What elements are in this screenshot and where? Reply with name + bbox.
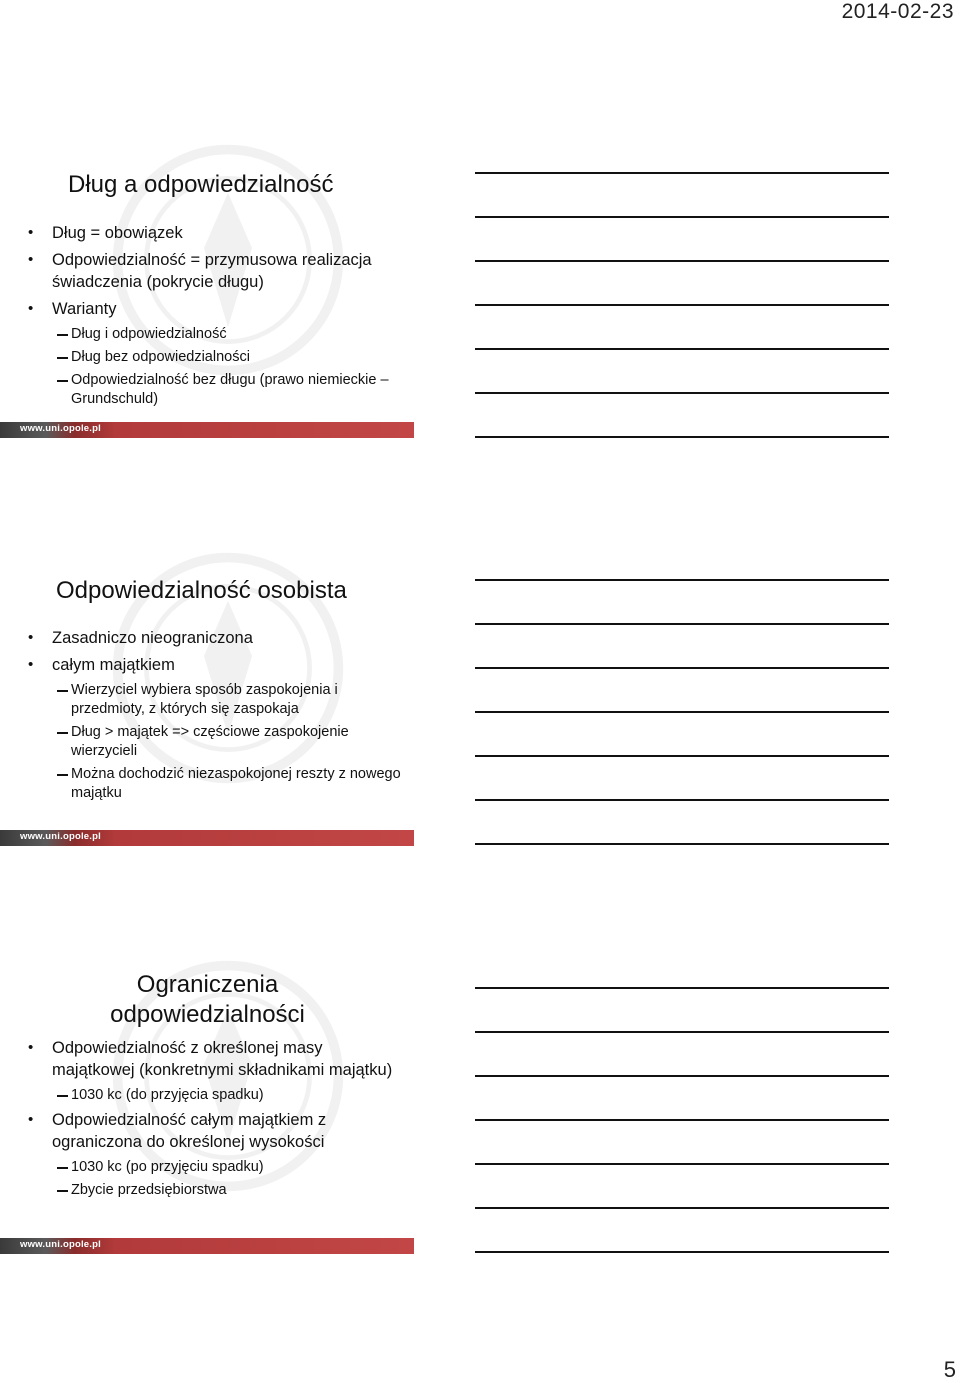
- subbullet-text: Zbycie przedsiębiorstwa: [71, 1182, 227, 1198]
- subbullet-text: Dług > majątek => częściowe zaspokojenie wierzycieli: [71, 724, 349, 759]
- note-line: [475, 260, 889, 262]
- dash-icon: [57, 1190, 68, 1192]
- subbullet-text: Można dochodzić niezaspokojonej reszty z nowego majątku: [71, 766, 401, 801]
- subbullet-item: [28, 1158, 404, 1177]
- subbullet-item: [28, 723, 404, 761]
- footer-url: www.uni.opole.pl: [20, 1239, 101, 1250]
- subbullet-text: Dług i odpowiedzialność: [71, 326, 227, 342]
- dash-icon: [57, 774, 68, 776]
- dash-icon: [57, 1095, 68, 1097]
- note-line: [475, 216, 889, 218]
- note-line: [475, 987, 889, 989]
- dash-icon: [57, 1167, 68, 1169]
- subbullet-item: [28, 1086, 404, 1105]
- page-number: 5: [943, 1357, 956, 1382]
- dash-icon: [57, 357, 68, 359]
- bullet-item: • Dług = obowiązek: [28, 222, 404, 244]
- slide-2: [0, 518, 414, 846]
- bullet-item: • Odpowiedzialność całym majątkiem z ograniczona do określonej wysokości: [28, 1109, 404, 1153]
- note-line: [475, 843, 889, 845]
- note-line: [475, 1163, 889, 1165]
- note-line: [475, 667, 889, 669]
- footer-bar: [0, 1238, 414, 1254]
- note-line: [475, 172, 889, 174]
- note-line: [475, 304, 889, 306]
- subbullet-text: Dług bez odpowiedzialności: [71, 349, 250, 365]
- subbullet-text: 1030 kc (do przyjęcia spadku): [71, 1087, 264, 1103]
- slide-title: Ograniczenia odpowiedzialności: [110, 971, 305, 1028]
- note-line: [475, 392, 889, 394]
- subbullet-text: Wierzyciel wybiera sposób zaspokojenia i przedmioty, z których się zaspokaja: [71, 682, 338, 717]
- bullet-item: • całym majątkiem: [28, 654, 404, 676]
- slide-body: [28, 222, 404, 413]
- subbullet-text: 1030 kc (po przyjęciu spadku): [71, 1159, 264, 1175]
- subbullet-item: [28, 1181, 404, 1200]
- note-line: [475, 711, 889, 713]
- dash-icon: [57, 690, 68, 692]
- subbullet-item: [28, 765, 404, 803]
- note-line: [475, 1031, 889, 1033]
- slide-title: Odpowiedzialność osobista: [56, 577, 347, 604]
- slide-1: [0, 110, 414, 438]
- note-line: [475, 755, 889, 757]
- note-line: [475, 579, 889, 581]
- note-line: [475, 1119, 889, 1121]
- footer-url: www.uni.opole.pl: [20, 423, 101, 434]
- subbullet-item: [28, 325, 404, 344]
- header-date: 2014-02-23: [841, 0, 954, 23]
- note-line: [475, 799, 889, 801]
- subbullet-item: [28, 681, 404, 719]
- subbullet-item: [28, 348, 404, 367]
- note-line: [475, 1207, 889, 1209]
- slide-3: [0, 926, 414, 1254]
- slide-title: Dług a odpowiedzialność: [68, 171, 334, 198]
- bullet-item: • Odpowiedzialność = przymusowa realizacja świadczenia (pokrycie długu): [28, 249, 404, 293]
- bullet-item: • Warianty: [28, 298, 404, 320]
- dash-icon: [57, 732, 68, 734]
- bullet-item: • Zasadniczo nieograniczona: [28, 627, 404, 649]
- note-line: [475, 623, 889, 625]
- note-line: [475, 1075, 889, 1077]
- note-line: [475, 348, 889, 350]
- subbullet-item: [28, 371, 404, 409]
- slide-body: [28, 627, 404, 807]
- note-line: [475, 1251, 889, 1253]
- footer-url: www.uni.opole.pl: [20, 831, 101, 842]
- footer-bar: [0, 422, 414, 438]
- slide-body: [28, 1037, 404, 1204]
- subbullet-text: Odpowiedzialność bez długu (prawo niemieckie – Grundschuld): [71, 372, 389, 407]
- dash-icon: [57, 380, 68, 382]
- bullet-item: • Odpowiedzialność z określonej masy majątkowej (konkretnymi składnikami majątku): [28, 1037, 404, 1081]
- dash-icon: [57, 334, 68, 336]
- footer-bar: [0, 830, 414, 846]
- note-line: [475, 436, 889, 438]
